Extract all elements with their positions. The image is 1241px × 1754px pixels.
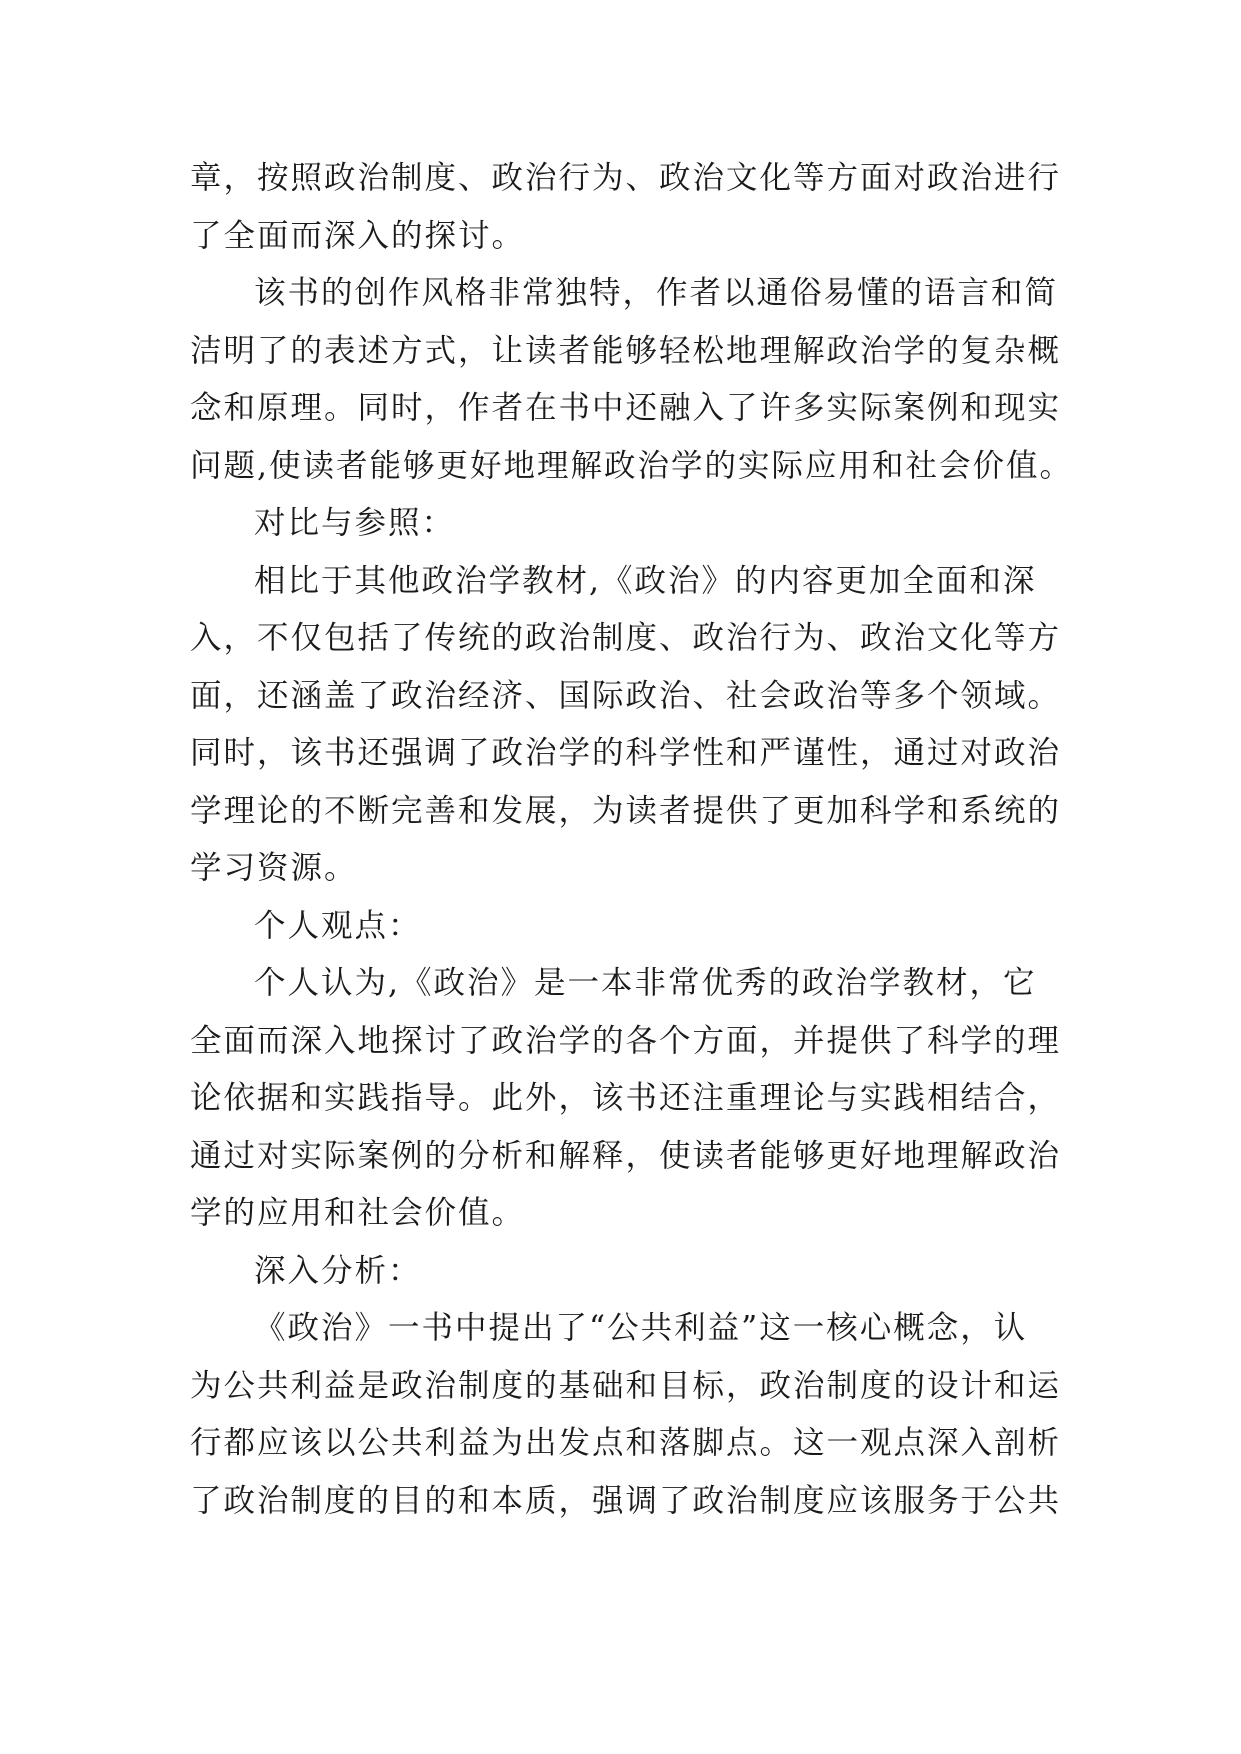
paragraph-start-line: 个人认为,《政治》是一本非常优秀的政治学教材，它: [254, 965, 1037, 1001]
text-line: 问题,使读者能够更好地理解政治学的实际应用和社会价值。: [190, 447, 1074, 484]
text-line: 学理论的不断完善和发展，为读者提供了更加科学和系统的: [190, 792, 1062, 829]
text-line: 了政治制度的目的和本质，强调了政治制度应该服务于公共: [190, 1482, 1062, 1519]
text-line: 章，按照政治制度、政治行为、政治文化等方面对政治进行: [190, 160, 1062, 196]
text-line: 为公共利益是政治制度的基础和目标，政治制度的设计和运: [190, 1367, 1062, 1404]
text-line: 洁明了的表述方式，让读者能够轻松地理解政治学的复杂概: [190, 332, 1062, 369]
text-line: 同时，该书还强调了政治学的科学性和严谨性，通过对政治: [190, 735, 1062, 771]
text-line: 全面而深入地探讨了政治学的各个方面，并提供了科学的理: [190, 1022, 1062, 1059]
paragraph-start-line: 相比于其他政治学教材,《政治》的内容更加全面和深: [254, 562, 1037, 599]
paragraph-start-line: 该书的创作风格非常独特，作者以通俗易懂的语言和简: [254, 275, 1059, 311]
text-line: 念和原理。同时，作者在书中还融入了许多实际案例和现实: [190, 390, 1062, 426]
text-line: 通过对实际案例的分析和解释，使读者能够更好地理解政治: [190, 1137, 1062, 1174]
section-heading-personal-view: 个人观点：: [254, 907, 422, 944]
text-line: 面，还涵盖了政治经济、国际政治、社会政治等多个领域。: [190, 677, 1062, 714]
text-line: 入，不仅包括了传统的政治制度、政治行为、政治文化等方: [190, 620, 1062, 656]
text-line: 行都应该以公共利益为出发点和落脚点。这一观点深入剖析: [190, 1425, 1062, 1461]
section-heading-deep-analysis: 深入分析：: [254, 1252, 422, 1289]
paragraph-start-line: 《政治》一书中提出了“公共利益”这一核心概念，认: [254, 1310, 1028, 1346]
section-heading-comparison: 对比与参照：: [254, 505, 456, 541]
text-line: 学习资源。: [190, 850, 358, 886]
text-line: 论依据和实践指导。此外，该书还注重理论与实践相结合，: [190, 1080, 1062, 1116]
text-line: 学的应用和社会价值。: [190, 1195, 526, 1231]
body-text: [190, 150, 1090, 1530]
text-line: 了全面而深入的探讨。: [190, 217, 526, 254]
